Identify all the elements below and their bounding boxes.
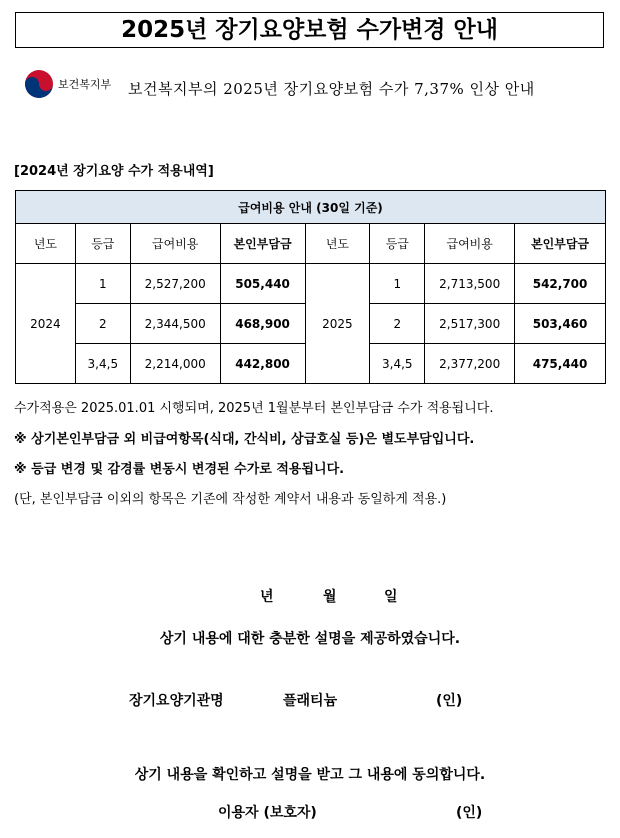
cost-cell: 2,517,300 — [425, 304, 515, 344]
date-day-label: 일 — [384, 589, 398, 605]
grade-cell: 3,4,5 — [75, 344, 130, 384]
note-grade-change: ※ 등급 변경 및 감경률 변동시 변경된 수가로 적용됩니다. — [14, 462, 345, 477]
col-header: 년도 — [305, 224, 370, 264]
year-cell: 2025 — [305, 264, 370, 384]
grade-cell: 3,4,5 — [370, 344, 425, 384]
taegeuk-logo-icon — [24, 69, 54, 99]
note-exception: (단, 본인부담금 이외의 항목은 기존에 작성한 계약서 내용과 동일하게 적용.) — [14, 492, 447, 507]
col-header: 본인부담금 — [515, 224, 606, 264]
institution-label: 장기요양기관명 — [129, 693, 224, 709]
grade-cell: 1 — [75, 264, 130, 304]
grade-cell: 2 — [75, 304, 130, 344]
explanation-statement: 상기 내용에 대한 충분한 설명을 제공하였습니다. — [159, 631, 461, 647]
copay-cell: 468,900 — [220, 304, 305, 344]
date-month-label: 월 — [323, 589, 337, 605]
cost-cell: 2,713,500 — [425, 264, 515, 304]
col-header: 급여비용 — [425, 224, 515, 264]
note-effective-date: 수가적용은 2025.01.01 시행되며, 2025년 1월분부터 본인부담금 수가 적용됩니다. — [14, 401, 494, 416]
grade-cell: 2 — [370, 304, 425, 344]
copay-cell: 503,460 — [515, 304, 606, 344]
copay-cell: 442,800 — [220, 344, 305, 384]
copay-cell: 542,700 — [515, 264, 606, 304]
section-title: [2024년 장기요양 수가 적용내역] — [14, 164, 214, 179]
page-title: 2025년 장기요양보험 수가변경 안내 — [15, 12, 604, 48]
user-label: 이용자 (보호자) — [218, 805, 317, 821]
cost-cell: 2,344,500 — [130, 304, 220, 344]
institution-seal: (인) — [436, 693, 463, 709]
col-header: 급여비용 — [130, 224, 220, 264]
table-caption: 급여비용 안내 (30일 기준) — [16, 191, 606, 224]
subtitle: 보건복지부의 2025년 장기요양보험 수가 7,37% 인상 안내 — [128, 80, 535, 98]
col-header: 등급 — [370, 224, 425, 264]
copay-cell: 505,440 — [220, 264, 305, 304]
cost-cell: 2,527,200 — [130, 264, 220, 304]
col-header: 등급 — [75, 224, 130, 264]
logo-text: 보건복지부 — [58, 78, 112, 91]
ministry-logo — [24, 69, 111, 99]
note-non-covered: ※ 상기본인부담금 외 비급여항목(식대, 간식비, 상급호실 등)은 별도부담입니다. — [14, 432, 475, 447]
cost-cell: 2,214,000 — [130, 344, 220, 384]
user-seal: (인) — [456, 805, 483, 821]
date-year-label: 년 — [260, 589, 274, 605]
grade-cell: 1 — [370, 264, 425, 304]
year-cell: 2024 — [16, 264, 76, 384]
col-header: 본인부담금 — [220, 224, 305, 264]
table-row — [16, 264, 606, 304]
cost-cell: 2,377,200 — [425, 344, 515, 384]
col-header: 년도 — [16, 224, 76, 264]
institution-name: 플래티늄 — [283, 693, 338, 709]
agreement-statement: 상기 내용을 확인하고 설명을 받고 그 내용에 동의합니다. — [134, 767, 486, 783]
copay-cell: 475,440 — [515, 344, 606, 384]
fee-table — [15, 190, 606, 384]
